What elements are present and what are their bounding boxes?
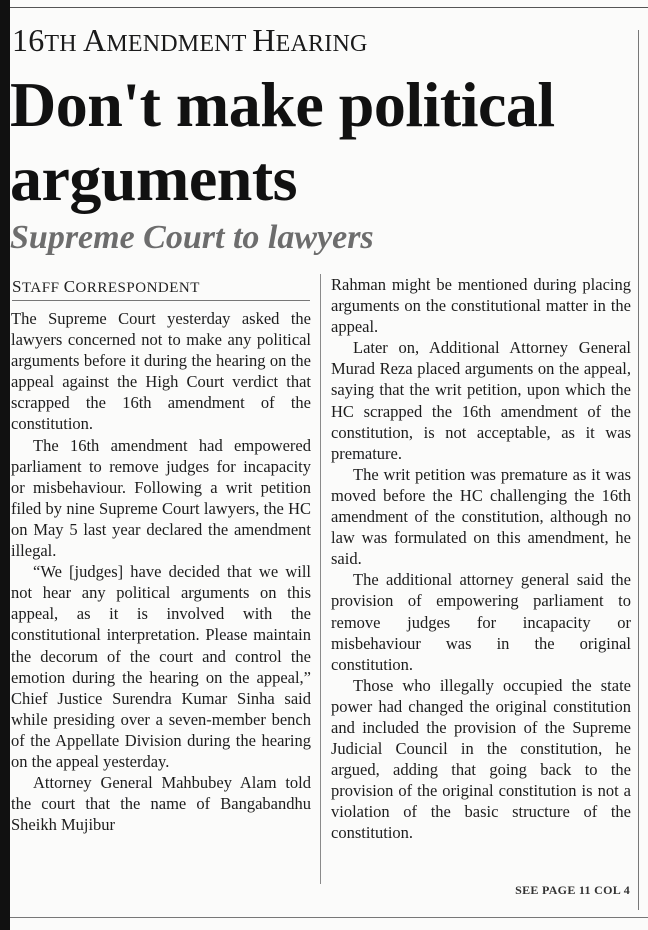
byline-part: C	[63, 277, 76, 296]
byline-part: TAFF	[21, 280, 64, 296]
byline	[12, 278, 200, 296]
article-paragraph: The Supreme Court yesterday asked the lawyers concerned not to make any political arguments before it during the hearing on the appeal against the High Court verdict that scrapped the 16th amendment of the constitution.	[11, 309, 311, 434]
bottom-rule	[10, 917, 648, 918]
kicker-part: TH	[44, 31, 83, 57]
kicker	[12, 24, 368, 56]
byline-part: ORRESPONDENT	[75, 280, 200, 296]
jump-line: SEE PAGE 11 COL 4	[515, 883, 630, 897]
byline-part: S	[12, 277, 22, 296]
top-rule	[10, 7, 648, 8]
headline: Don't make political arguments	[10, 69, 555, 214]
column-divider	[320, 274, 321, 884]
scan-left-edge	[0, 0, 10, 930]
kicker-part: A	[83, 22, 107, 58]
article-paragraph: “We [judges] have decided that we will not hear any political arguments on this appeal, as it is involved with the constitutional interpretation. Please maintain the decorum of the court and control the emotion during the hearing on the appeal,” Chief Justice Surendra Kumar Sinha said while presiding over a seven-member bench of the Appellate Division during the hearing on the appeal yesterday.	[11, 562, 311, 771]
article-column-left	[11, 308, 311, 835]
article-paragraph: The writ petition was premature as it was moved before the HC challenging the 16th amendment of the constitution, although no law was formulated on this amendment, he said.	[331, 464, 631, 569]
kicker-part: EARING	[275, 31, 368, 57]
byline-rule	[12, 300, 310, 301]
article-paragraph: The 16th amendment had empowered parliament to remove judges for incapacity or misbehaviour. Following a writ petition filed by nine Supreme Court lawyers, the HC on May 5 last year declared the amendment illegal.	[11, 435, 311, 561]
article-paragraph: Later on, Additional Attorney General Murad Reza placed arguments on the appeal, saying that the writ petition, upon which the HC scrapped the 16th amendment of the constitution, is not acceptable, as it was premature.	[331, 338, 631, 463]
subheadline: Supreme Court to lawyers	[10, 219, 374, 256]
article-paragraph: The additional attorney general said the provision of empowering parliament to remove judges for incapacity or misbehaviour was in the original constitution.	[331, 570, 631, 674]
kicker-part: H	[252, 22, 276, 58]
article-column-right	[331, 274, 631, 844]
article-paragraph: Those who illegally occupied the state power had changed the original constitution and included the provision of the Supreme Judicial Council in the constitution, he argued, adding that going back to the provision of the original constitution is not a violation of the basic structure of the constitution.	[331, 675, 631, 843]
article-paragraph: Rahman might be mentioned during placing arguments on the constitutional matter in the appeal.	[331, 275, 631, 337]
article-paragraph: Attorney General Mahbubey Alam told the court that the name of Bangabandhu Sheikh Mujibur	[11, 773, 311, 835]
kicker-part: MENDMENT	[106, 31, 253, 57]
kicker-number: 16	[12, 22, 45, 58]
